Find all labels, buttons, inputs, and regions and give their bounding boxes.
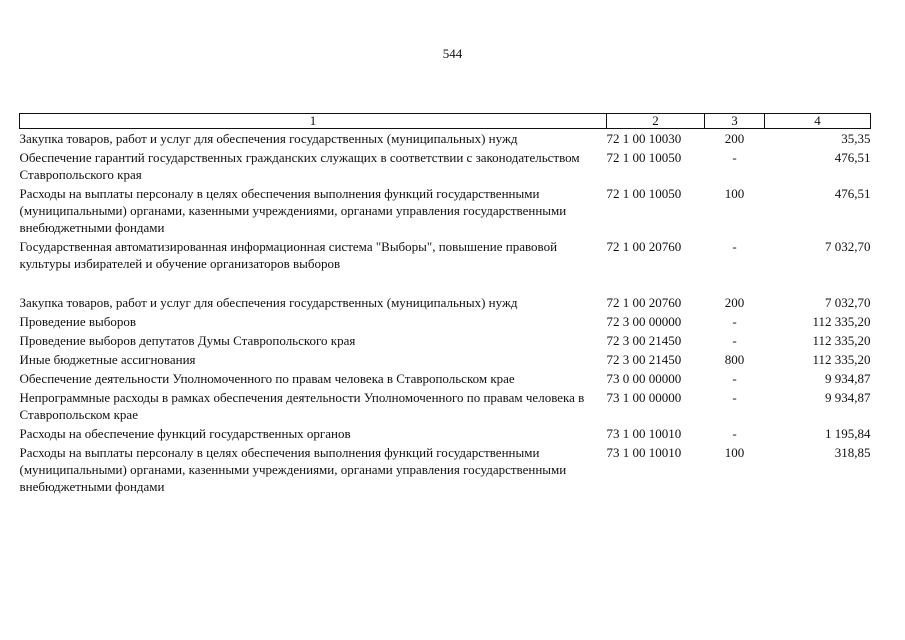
row-type: 100 bbox=[724, 445, 745, 460]
row-type: - bbox=[732, 426, 737, 441]
row-code: 72 1 00 20760 bbox=[606, 239, 682, 254]
row-code: 73 1 00 00000 bbox=[606, 390, 682, 405]
row-name: Непрограммные расходы в рамках обеспечения деятельности Уполномоченного по правам человека в Ставропольском крае bbox=[19, 390, 585, 422]
row-code: 72 1 00 10030 bbox=[606, 131, 682, 146]
table-row bbox=[20, 237, 871, 273]
table-row bbox=[20, 184, 871, 237]
row-code: 72 3 00 00000 bbox=[606, 314, 682, 329]
row-amount: 112 335,20 bbox=[812, 352, 871, 367]
row-amount: 35,35 bbox=[841, 131, 871, 146]
row-amount: 1 195,84 bbox=[825, 426, 871, 441]
table-row bbox=[20, 148, 871, 184]
row-code: 72 3 00 21450 bbox=[606, 352, 682, 367]
row-type: 100 bbox=[724, 186, 745, 201]
column-header-name: 1 bbox=[20, 114, 607, 129]
table-row bbox=[20, 331, 871, 350]
row-code: 73 0 00 00000 bbox=[606, 371, 682, 386]
table-row bbox=[20, 388, 871, 424]
row-name: Проведение выборов bbox=[19, 314, 136, 329]
row-type: - bbox=[732, 239, 737, 254]
row-code: 72 3 00 21450 bbox=[606, 333, 682, 348]
row-name: Расходы на выплаты персоналу в целях обеспечения выполнения функций государственными (муниципальными) органами, казенными учреждениями, органами управления государственными внебюджетными фондами bbox=[19, 186, 567, 235]
row-amount: 476,51 bbox=[834, 186, 871, 201]
row-amount: 112 335,20 bbox=[812, 314, 871, 329]
spacer-cell bbox=[20, 273, 871, 293]
column-header-amount: 4 bbox=[765, 114, 871, 129]
row-type: - bbox=[732, 390, 737, 405]
table-row bbox=[20, 424, 871, 443]
row-type: 200 bbox=[724, 131, 745, 146]
table-row bbox=[20, 293, 871, 312]
row-amount: 7 032,70 bbox=[825, 295, 871, 310]
row-code: 72 1 00 10050 bbox=[606, 186, 682, 201]
row-code: 72 1 00 10050 bbox=[606, 150, 682, 165]
row-type: 800 bbox=[724, 352, 745, 367]
row-amount: 9 934,87 bbox=[825, 390, 871, 405]
row-name: Закупка товаров, работ и услуг для обеспечения государственных (муниципальных) нужд bbox=[19, 295, 518, 310]
row-amount: 476,51 bbox=[834, 150, 871, 165]
row-name: Обеспечение гарантий государственных гражданских служащих в соответствии с законодательством Ставропольского края bbox=[19, 150, 580, 182]
column-header-type: 3 bbox=[705, 114, 765, 129]
table-row bbox=[20, 350, 871, 369]
table-row bbox=[20, 443, 871, 496]
row-amount: 9 934,87 bbox=[825, 371, 871, 386]
row-code: 73 1 00 10010 bbox=[606, 445, 682, 460]
budget-table bbox=[19, 113, 871, 496]
row-name: Расходы на выплаты персоналу в целях обеспечения выполнения функций государственными (муниципальными) органами, казенными учреждениями, органами управления государственными внебюджетными фондами bbox=[19, 445, 567, 494]
row-type: - bbox=[732, 371, 737, 386]
row-type: - bbox=[732, 150, 737, 165]
row-spacer bbox=[20, 273, 871, 293]
row-type: - bbox=[732, 333, 737, 348]
page-number: 544 bbox=[442, 46, 463, 61]
table-row bbox=[20, 312, 871, 331]
column-header-code: 2 bbox=[607, 114, 705, 129]
table-header-row bbox=[20, 114, 871, 129]
row-type: 200 bbox=[724, 295, 745, 310]
row-type: - bbox=[732, 314, 737, 329]
row-amount: 7 032,70 bbox=[825, 239, 871, 254]
row-name: Обеспечение деятельности Уполномоченного по правам человека в Ставропольском крае bbox=[19, 371, 515, 386]
row-name: Расходы на обеспечение функций государственных органов bbox=[19, 426, 351, 441]
row-code: 72 1 00 20760 bbox=[606, 295, 682, 310]
row-name: Закупка товаров, работ и услуг для обеспечения государственных (муниципальных) нужд bbox=[19, 131, 518, 146]
row-amount: 112 335,20 bbox=[812, 333, 871, 348]
row-name: Государственная автоматизированная информационная система "Выборы", повышение правовой культуры избирателей и обучение организаторов выборов bbox=[19, 239, 558, 271]
row-name: Иные бюджетные ассигнования bbox=[19, 352, 196, 367]
table-row bbox=[20, 129, 871, 149]
table-row bbox=[20, 369, 871, 388]
row-amount: 318,85 bbox=[834, 445, 871, 460]
row-name: Проведение выборов депутатов Думы Ставропольского края bbox=[19, 333, 356, 348]
row-code: 73 1 00 10010 bbox=[606, 426, 682, 441]
